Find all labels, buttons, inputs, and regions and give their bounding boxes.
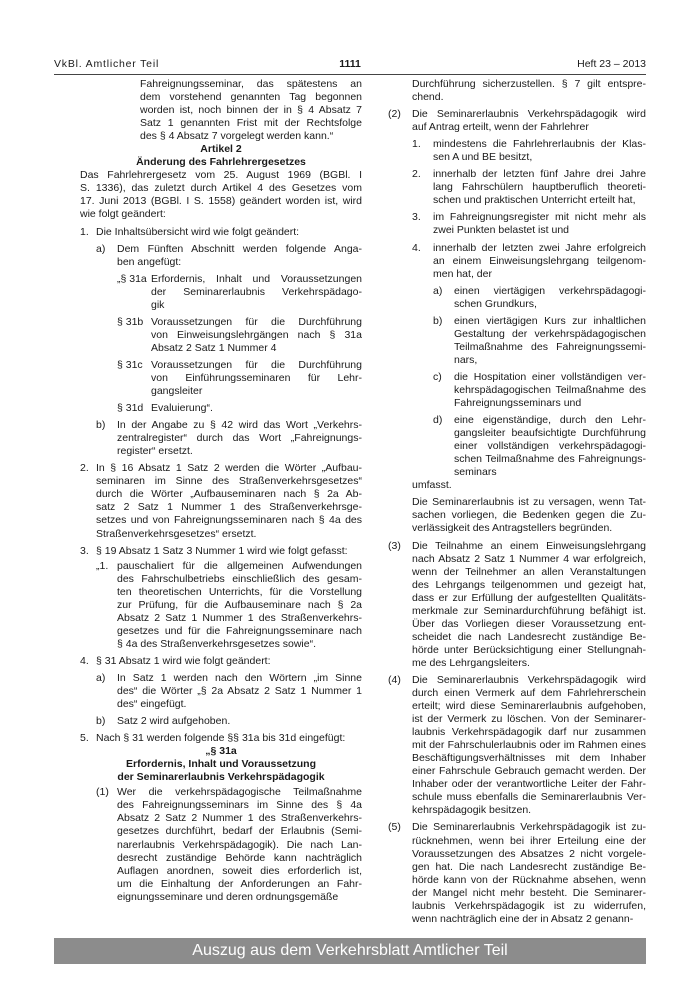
text-line: Die Seminarerlaubnis Verkehrspädagogik wird bbox=[412, 108, 646, 121]
requirement-4c: c) die Hospitation einer vollständigen ver- kehrspädagogischen Teilmaßnahme des Fahreignungsseminars und bbox=[433, 370, 646, 410]
requirement-3: 3. im Fahreignungsregister mit nicht mehr als zwei Punkten belastet ist und bbox=[412, 211, 646, 237]
text-line: schen Teilmaßnahme des Fahreignungs- bbox=[454, 453, 646, 466]
text-line: schen und praktischen Unterricht erteilt hat, bbox=[433, 194, 636, 207]
journal-name: VkBl. Amtlicher Teil bbox=[54, 58, 160, 70]
item-4a: a) In Satz 1 werden nach den Wörtern „im Sinne des“ die Wörter „§ 2a Absatz 2 Satz 1 Nummer 1 des“ eingefügt. bbox=[96, 671, 362, 711]
text-line: lang Fahrschülern hauptberuflich theoreti- bbox=[433, 181, 646, 194]
text-line: Absatz 2 Satz 1 Nummer 1 des Straßenverkehrs- bbox=[117, 611, 362, 624]
text-line: Auflagen anordnen, soweit dies erforderlich ist, bbox=[117, 864, 362, 877]
text-line: Fahreignungsseminars und bbox=[454, 397, 582, 410]
text-line: der Mangel nicht mehr besteht. Die Seminarer- bbox=[412, 886, 646, 899]
header-rule bbox=[54, 74, 646, 75]
text-line: Die Seminarerlaubnis ist zu versagen, wenn Tat- bbox=[412, 496, 646, 509]
text-line: des Fahreignungsseminars im Sinne des § 4a bbox=[117, 799, 362, 812]
paragraph-2: (2) Die Seminarerlaubnis Verkehrspädagogik wird auf Antrag erteilt, wenn der Fahrlehrer bbox=[388, 108, 646, 134]
text-line: 17. Juni 2013 (BGBl. I S. 1558) geändert worden ist, wird bbox=[80, 195, 362, 208]
text-line: register“ ersetzt. bbox=[117, 445, 193, 458]
text-line: desrecht zuständige Behörde kann nachträglich bbox=[117, 851, 362, 864]
text-line: men hat, der bbox=[433, 267, 492, 280]
text-line: me des Lehrgangsleiters. bbox=[412, 656, 530, 669]
text-line: von Einführungsseminaren für Lehr- bbox=[151, 371, 362, 384]
text-line: innerhalb der letzten fünf Jahre drei Jahre bbox=[433, 168, 646, 181]
text-line: Voraussetzungen für die Durchführung bbox=[151, 315, 362, 328]
item-1a: a) Dem Fünften Abschnitt werden folgende Anga- ben angefügt: bbox=[96, 242, 362, 268]
text-line: ben angefügt: bbox=[117, 255, 182, 268]
text-line: Das Fahrlehrergesetz vom 25. August 1969 (BGBl. I bbox=[80, 169, 362, 182]
item-3-quote: „1. pauschaliert für die allgemeinen Aufwendungen des Fahrschulbetriebs einschließlich des gesam- ten theoretischen Unterrichts, für die Vorstellung zur Prüfung, für die Aufbauseminare nach § 2a Absatz 2 Satz 1 Nummer 1 des Straßenverkehrs- gesetzes und für die Fahreignungsseminare nach § 4a des Straßenverkehrsgesetzes sowie“. bbox=[96, 559, 362, 650]
text-line: schule muss ebenfalls die Seminarerlaubnis Ver- bbox=[412, 791, 646, 804]
text-line: wenn nachträglich eine der in Absatz 2 genann- bbox=[412, 912, 634, 925]
text-line: Absatz 2 Satz 1 Nummer 4 bbox=[151, 341, 277, 354]
text-line: kehrspädagogik besitzen. bbox=[412, 804, 532, 817]
text-line: Fahreignungsseminar, das spätestens an bbox=[140, 78, 362, 90]
requirement-4a: a) einen viertägigen verkehrspädagogi- schen Grundkurs, bbox=[433, 284, 646, 310]
text-line: In Satz 1 werden nach den Wörtern „im Sinne bbox=[117, 671, 362, 684]
text-line: hörde unter Berücksichtigung einer Stellungnah- bbox=[412, 643, 646, 656]
text-line: einer Fahrschule Gebrauch gemacht werden. Der bbox=[412, 765, 646, 778]
text-line: Über das Vorliegen dieser Voraussetzung ent- bbox=[412, 617, 646, 630]
text-line: pauschaliert für die allgemeinen Aufwendungen bbox=[117, 559, 362, 572]
requirement-4d: d) eine eigenständige, durch den Lehr- gangsleiter beaufsichtigte Durchführung einer vollständigen verkehrspädagogi- schen Teilmaßnahme des Fahreignungs- seminars bbox=[433, 414, 646, 479]
text-line: des“ eingefügt. bbox=[117, 698, 187, 711]
text-line: wie folgt geändert: bbox=[80, 208, 166, 221]
item-1b: b) In der Angabe zu § 42 wird das Wort „Verkehrs- zentralregister“ durch das Wort „Fahreignungs- register“ ersetzt. bbox=[96, 419, 362, 458]
right-column bbox=[388, 78, 646, 926]
text-line: Absatz 2 Satz 2 Nummer 1 des Straßenverkehrs- bbox=[117, 812, 362, 825]
item-1: 1. Die Inhaltsübersicht wird wie folgt geändert: bbox=[80, 225, 300, 238]
text-line: Die Seminarerlaubnis Verkehrspädagogik ist zu- bbox=[412, 821, 646, 834]
refusal-text bbox=[412, 496, 646, 535]
paragraph-3: (3) Die Teilnahme an einem Einweisungslehrgang nach Absatz 2 Satz 1 Nummer 4 war erfolgreich, wenn der Teilnehmer an allen Veranstaltungen des Lehrgangs teilgenommen und gezeigt hat, dass er zur Erfüllung der aufgestellten Qualitäts- merkmale zur Seminardurchführung befähigt ist. Über das Vorliegen dieser Voraussetzung ent- scheidet die nach Landesrecht zuständige Be- hörde unter Berücksichtigung einer Stellungnah- me des Lehrgangsleiters. bbox=[388, 539, 646, 669]
text-line: des“ die Wörter „§ 2a Absatz 2 Satz 1 Nummer 1 bbox=[117, 685, 362, 698]
text-line: eine eigenständige, durch den Lehr- bbox=[454, 414, 646, 427]
text-line: Durchführung sicherzustellen. § 7 gilt entspre- bbox=[412, 78, 646, 90]
requirement-1: 1. mindestens die Fahrlehrerlaubnis der Klas- sen A und BE besitzt, bbox=[412, 138, 646, 164]
text-line: gen hat. Die nach Landesrecht zuständige Be- bbox=[412, 860, 646, 873]
text-line: an einem Einweisungslehrgang teilgenom- bbox=[433, 254, 646, 267]
text-line: um die Einhaltung der Anforderungen an Fahr- bbox=[117, 877, 362, 890]
text-line: zwei Punkten belastet ist und bbox=[433, 224, 569, 237]
text-line: Voraussetzungen des Absatzes 2 nicht vorgele- bbox=[412, 847, 646, 860]
text-line: Die Teilnahme an einem Einweisungslehrgang bbox=[412, 539, 646, 552]
text-line: Voraussetzungen für die Durchführung bbox=[151, 358, 362, 371]
continued-text-right bbox=[412, 78, 646, 104]
text-line: Satz 1 genannten Frist mit der Rechtsfolge bbox=[140, 117, 362, 130]
section-31a-heading: „§ 31a bbox=[205, 745, 237, 758]
continued-text bbox=[140, 78, 362, 143]
page-number: 1111 bbox=[339, 58, 361, 70]
item-2: 2. In § 16 Absatz 1 Satz 2 werden die Wörter „Aufbau- seminaren im Sinne des Straßenverkehrsgesetzes“ durch die Wörter „Aufbauseminaren nach § 2a Ab- satz 2 Satz 1 Nummer 1 des Straßenverkehrsge- setzes und von Fahreignungsseminaren nach § 4a des Straßenverkehrsgesetzes“ ersetzt. bbox=[80, 462, 362, 540]
toc-entry-31d: § 31d Evaluierung“. bbox=[117, 402, 213, 415]
text-line: dass er zur Erfüllung der aufgestellten Qualitäts- bbox=[412, 591, 646, 604]
text-line: gangsleiter bbox=[151, 385, 203, 398]
toc-entry-31c: § 31c Voraussetzungen für die Durchführung von Einführungsseminaren für Lehr- gangsleiter bbox=[117, 358, 362, 398]
page-header bbox=[54, 58, 646, 74]
text-line: Teilmaßnahme des Fahreignungssemi- bbox=[454, 340, 646, 353]
toc-entry-31b: § 31b Voraussetzungen für die Durchführung von Einweisungslehrgängen nach § 31a Absatz 2 Satz 1 Nummer 4 bbox=[117, 315, 362, 354]
text-line: Inhaber oder der verantwortliche Leiter der Fahr- bbox=[412, 778, 646, 791]
text-line: des Fahrschulbetriebs einschließlich des gesam- bbox=[117, 572, 362, 585]
text-line: satz 2 Satz 1 Nummer 1 des Straßenverkehrsge- bbox=[96, 501, 362, 514]
text-line: laubnis Verkehrspädagogik darf nur zusammen bbox=[412, 726, 646, 739]
text-line: § 4a des Straßenverkehrsgesetzes sowie“. bbox=[117, 637, 317, 650]
text-line: S. 1336), das zuletzt durch Artikel 4 des Gesetzes vom bbox=[80, 182, 362, 195]
text-line: sen A und BE besitzt, bbox=[433, 151, 533, 164]
text-line: gesetzes und für die Fahreignungsseminare nach bbox=[117, 624, 362, 637]
text-line: seminars bbox=[454, 466, 497, 479]
text-line: In § 16 Absatz 1 Satz 2 werden die Wörter „Aufbau- bbox=[96, 462, 362, 475]
text-line: von Einweisungslehrgängen nach § 31a bbox=[151, 328, 362, 341]
text-line: nach Absatz 2 Satz 1 Nummer 4 war erfolgreich, bbox=[412, 552, 646, 565]
text-line: rücknehmen, wenn bei ihrer Erteilung eine der bbox=[412, 834, 646, 847]
article-2-number: Artikel 2 bbox=[200, 143, 242, 156]
text-line: einer vollständigen verkehrspädagogi- bbox=[454, 440, 646, 453]
paragraph-4: (4) Die Seminarerlaubnis Verkehrspädagogik wird durch einen Vermerk auf dem Fahrlehrerschein erteilt; wird diese Seminarerlaubnis aufgehoben, ist der Vermerk zu löschen. Von der Seminarer- laubnis Verkehrspädagogik darf nur zusammen mit der Fahrschulerlaubnis oder im Rahmen eines Beschäftigungsverhältnisses mit dem Inhaber einer Fahrschule Gebrauch gemacht werden. Der Inhaber oder der verantwortliche Leiter der Fahr- schule muss ebenfalls die Seminarerlaubnis Ver- kehrspädagogik besitzen. bbox=[388, 673, 646, 817]
text-line: ist der Vermerk zu löschen. Von der Seminarer- bbox=[412, 713, 646, 726]
text-line: mindestens die Fahrlehrerlaubnis der Klas- bbox=[433, 138, 646, 151]
text-line: der Seminarerlaubnis Verkehrspädago- bbox=[151, 285, 362, 298]
text-line: auf Antrag erteilt, wenn der Fahrlehrer bbox=[412, 121, 589, 134]
text-line: hörde kann von der Rücknahme absehen, wenn bbox=[412, 873, 646, 886]
text-line: einen viertägigen Kurs zur inhaltlichen bbox=[454, 314, 646, 327]
article-2-title: Änderung des Fahrlehrergesetzes bbox=[136, 156, 306, 169]
text-line: schen Grundkurs, bbox=[454, 297, 537, 310]
text-line: zentralregister“ durch das Wort „Fahreignungs- bbox=[117, 432, 362, 445]
text-line: Dem Fünften Abschnitt werden folgende Anga- bbox=[117, 242, 362, 255]
text-line: Die Seminarerlaubnis Verkehrspädagogik wird bbox=[412, 673, 646, 686]
text-line: erteilt; wird diese Seminarerlaubnis aufgehoben, bbox=[412, 700, 646, 713]
text-line: Erfordernis, Inhalt und Voraussetzung bbox=[126, 758, 316, 771]
text-line: Beschäftigungsverhältnisses mit dem Inhaber bbox=[412, 752, 646, 765]
item-4: 4. § 31 Absatz 1 wird wie folgt geändert: bbox=[80, 654, 271, 667]
umfasst-text: umfasst. bbox=[412, 479, 452, 492]
text-line: mit der Fahrschulerlaubnis oder im Rahmen eines bbox=[412, 739, 646, 752]
text-line: chend. bbox=[412, 91, 444, 104]
section-31a-title bbox=[80, 758, 362, 784]
item-5: 5. Nach § 31 werden folgende §§ 31a bis 31d eingefügt: bbox=[80, 732, 346, 745]
text-line: laubnis Verkehrspädagogik ist zu widerrufen, bbox=[412, 899, 646, 912]
text-line: der Seminarerlaubnis Verkehrspädagogik bbox=[117, 771, 325, 784]
text-line: kehrspädagogischen Teilmaßnahme des bbox=[454, 383, 646, 396]
text-line: die Hospitation einer vollständigen ver- bbox=[454, 370, 646, 383]
requirement-4b: b) einen viertägigen Kurs zur inhaltlichen Gestaltung der verkehrspädagogischen Teilmaßnahme des Fahreignungssemi- nars, bbox=[433, 314, 646, 366]
text-line: Wer die verkehrspädagogische Teilmaßnahme bbox=[117, 786, 362, 799]
text-line: gangsleiter beaufsichtigte Durchführung bbox=[454, 427, 646, 440]
section-31a-paragraph-1: (1) Wer die verkehrspädagogische Teilmaßnahme des Fahreignungsseminars im Sinne des § 4a Absatz 2 Satz 2 Nummer 1 des Straßenverkehrs- gesetzes durchführt, bedarf der Erlaubnis (Semi- narerlaubnis Verkehrspädagogik). Die nach Lan- desrecht zuständige Behörde kann nachträglich Auflagen anordnen, soweit dies erforderlich ist, um die Einhaltung der Anforderungen an Fahr- eignungsseminare und deren ordnungsgemäße bbox=[96, 786, 362, 903]
footer-banner: Auszug aus dem Verkehrsblatt Amtlicher Teil bbox=[54, 938, 646, 964]
text-line: merkmale zur Seminardurchführung befähigt ist. bbox=[412, 604, 646, 617]
text-line: zur Prüfung, für die Aufbauseminare nach § 2a bbox=[117, 598, 362, 611]
text-line: durch die Wörter „Aufbauseminaren nach § 2a Ab- bbox=[96, 488, 362, 501]
requirement-2: 2. innerhalb der letzten fünf Jahre drei Jahre lang Fahrschülern hauptberuflich theoreti- schen und praktischen Unterricht erteilt hat, bbox=[412, 168, 646, 207]
requirement-4: 4. innerhalb der letzten zwei Jahre erfolgreich an einem Einweisungslehrgang teilgenom- men hat, der bbox=[412, 241, 646, 280]
text-line: durch einen Vermerk auf dem Fahrlehrerschein bbox=[412, 687, 646, 700]
text-line: des § 4 Absatz 7 vorgelegt werden kann.“ bbox=[140, 130, 334, 143]
text-line: Gestaltung der verkehrspädagogischen bbox=[454, 327, 646, 340]
text-line: worden ist, noch binnen der in § 4 Absatz 7 bbox=[140, 104, 362, 117]
text-line: setzes und von Fahreignungsseminaren nach § 4a des bbox=[96, 514, 362, 527]
article-2-intro bbox=[80, 169, 362, 221]
text-line: gesetzes durchführt, bedarf der Erlaubnis (Semi- bbox=[117, 825, 362, 838]
left-column bbox=[80, 78, 362, 904]
toc-entry-31a: „§ 31a Erfordernis, Inhalt und Voraussetzungen der Seminarerlaubnis Verkehrspädago- gik bbox=[117, 272, 362, 311]
text-line: innerhalb der letzten zwei Jahre erfolgreich bbox=[433, 241, 646, 254]
text-line: Erfordernis, Inhalt und Voraussetzungen bbox=[151, 272, 362, 285]
item-3: 3. § 19 Absatz 1 Satz 3 Nummer 1 wird wie folgt gefasst: bbox=[80, 544, 348, 557]
text-line: wenn der Teilnehmer an allen Veranstaltungen bbox=[412, 565, 646, 578]
text-line: ten theoretischen Unterrichts, für die Vorstellung bbox=[117, 585, 362, 598]
text-line: eignungsseminare und deren ordnungsgemäße bbox=[117, 890, 339, 903]
issue-number: Heft 23 – 2013 bbox=[577, 58, 646, 70]
text-line: im Fahreignungsregister mit nicht mehr als bbox=[433, 211, 646, 224]
text-line: scheidet die nach Landesrecht zuständige Be- bbox=[412, 630, 646, 643]
paragraph-5: (5) Die Seminarerlaubnis Verkehrspädagogik ist zu- rücknehmen, wenn bei ihrer Erteilung eine der Voraussetzungen des Absatzes 2 nicht vorgele- gen hat. Die nach Landesrecht zuständige Be- hörde kann von der Rücknahme absehen, wenn der Mangel nicht mehr besteht. Die Seminarer- laubnis Verkehrspädagogik ist zu widerrufen, wenn nachträglich eine der in Absatz 2 genann- bbox=[388, 821, 646, 925]
item-4b: b) Satz 2 wird aufgehoben. bbox=[96, 715, 231, 728]
text-line: sachen vorliegen, die Bedenken gegen die Zu- bbox=[412, 509, 646, 522]
text-line: einen viertägigen verkehrspädagogi- bbox=[454, 284, 646, 297]
text-line: dem vorstehend genannten Tag begonnen bbox=[140, 91, 362, 104]
text-line: Straßenverkehrsgesetzes“ ersetzt. bbox=[96, 527, 257, 540]
text-line: seminaren im Sinne des Straßenverkehrsgesetzes“ bbox=[96, 475, 362, 488]
text-line: gik bbox=[151, 298, 165, 311]
text-line: narerlaubnis Verkehrspädagogik). Die nach Lan- bbox=[117, 838, 362, 851]
text-line: verlässigkeit des Antragstellers begründen. bbox=[412, 522, 613, 535]
text-line: des Lehrgangs teilgenommen und gezeigt hat, bbox=[412, 578, 646, 591]
text-line: In der Angabe zu § 42 wird das Wort „Verkehrs- bbox=[117, 419, 362, 432]
text-line: nars, bbox=[454, 353, 478, 366]
